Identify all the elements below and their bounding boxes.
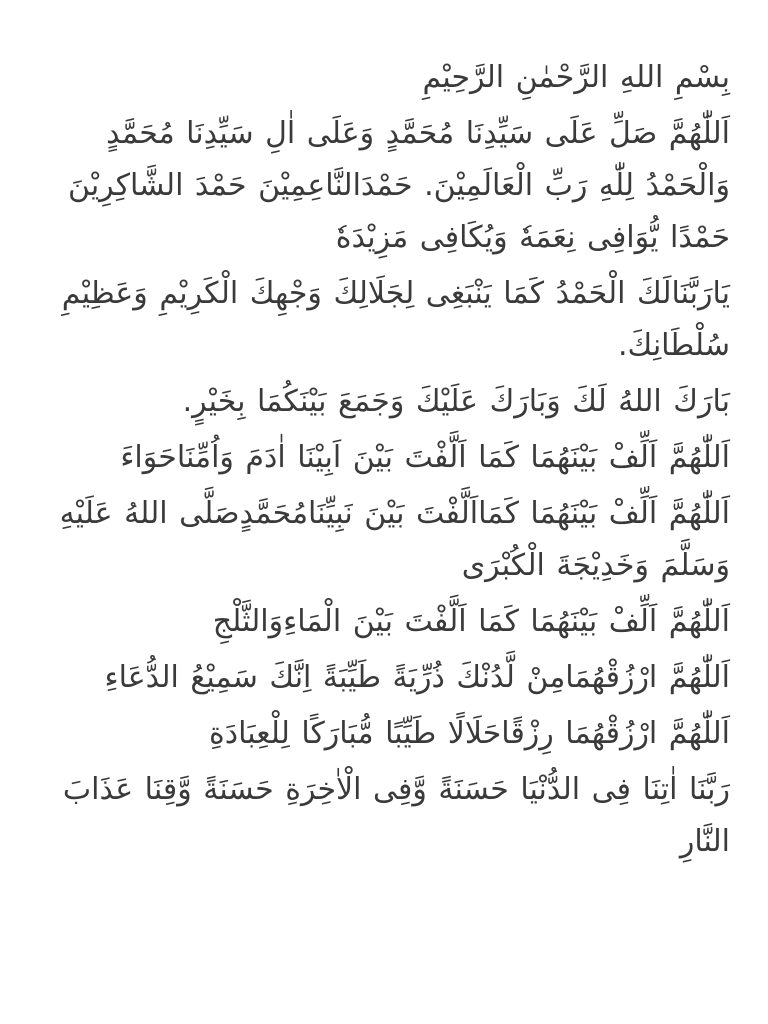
blessing-paragraph: بَارَكَ اللهُ لَكَ وَبَارَكَ عَلَيْكَ وَجَمَعَ بَيْنَكُمَا بِخَيْرٍ. — [182, 384, 730, 419]
water-snow-paragraph: اَللّٰهُمَّ اَلِّفْ بَيْنَهُمَا كَمَا اَلَّفْتَ بَيْنَ الْمَاءِوَالثَّلْجِ — [212, 604, 730, 639]
muhammad-khadijah-paragraph: اَللّٰهُمَّ اَلِّفْ بَيْنَهُمَا كَمَااَلَّفْتَ بَيْنَ نَبِيِّنَامُحَمَّدٍصَلَّى اللهُ عَلَيْهِ وَسَلَّمَ وَخَدِيْجَةَ الْكُبْرَى — [59, 496, 730, 583]
salawat-paragraph: اَللّٰهُمَّ صَلِّ عَلَى سَيِّدِنَا مُحَمَّدٍ وَعَلَى اٰلِ سَيِّدِنَا مُحَمَّدٍ وَالْحَمْدُ لِلّٰهِ رَبِّ الْعَالَمِيْنَ. حَمْدَالنَّاعِمِيْنَ حَمْدَ الشَّاكِرِيْنَ حَمْدًا يُّوَافِى نِعَمَهٗ وَيُكَافِى مَزِيْدَهٗ — [68, 116, 730, 255]
praise-paragraph: يَارَبَّنَالَكَ الْحَمْدُ كَمَا يَنْبَغِى لِجَلَالِكَ وَجْهِكَ الْكَرِيْمِ وَعَظِيْمِ سُلْطَانِكَ. — [61, 276, 730, 363]
prayer-text — [38, 52, 730, 868]
offspring-paragraph: اَللّٰهُمَّ ارْزُقْهُمَامِنْ لَّدُنْكَ ذُرِّيَةً طَيِّبَةً اِنَّكَ سَمِيْعُ الدُّعَاءِ — [104, 660, 730, 695]
sustenance-paragraph: اَللّٰهُمَّ ارْزُقْهُمَا رِزْقًاحَلَالًا طَيِّبًا مُّبَارَكًا لِلْعِبَادَةِ — [209, 716, 730, 751]
basmala-line: بِسْمِ اللهِ الرَّحْمٰنِ الرَّحِيْمِ — [422, 60, 730, 95]
rabbana-paragraph: رَبَّنَا اٰتِنَا فِى الدُّنْيَا حَسَنَةً وَّفِى الْاٰخِرَةِ حَسَنَةً وَّقِنَا عَذَابَ النَّارِ — [62, 772, 730, 859]
adam-hawa-paragraph: اَللّٰهُمَّ اَلِّفْ بَيْنَهُمَا كَمَا اَلَّفْتَ بَيْنَ اَبِيْنَا اٰدَمَ وَاُمِّنَاحَوَاءَ — [120, 440, 730, 475]
